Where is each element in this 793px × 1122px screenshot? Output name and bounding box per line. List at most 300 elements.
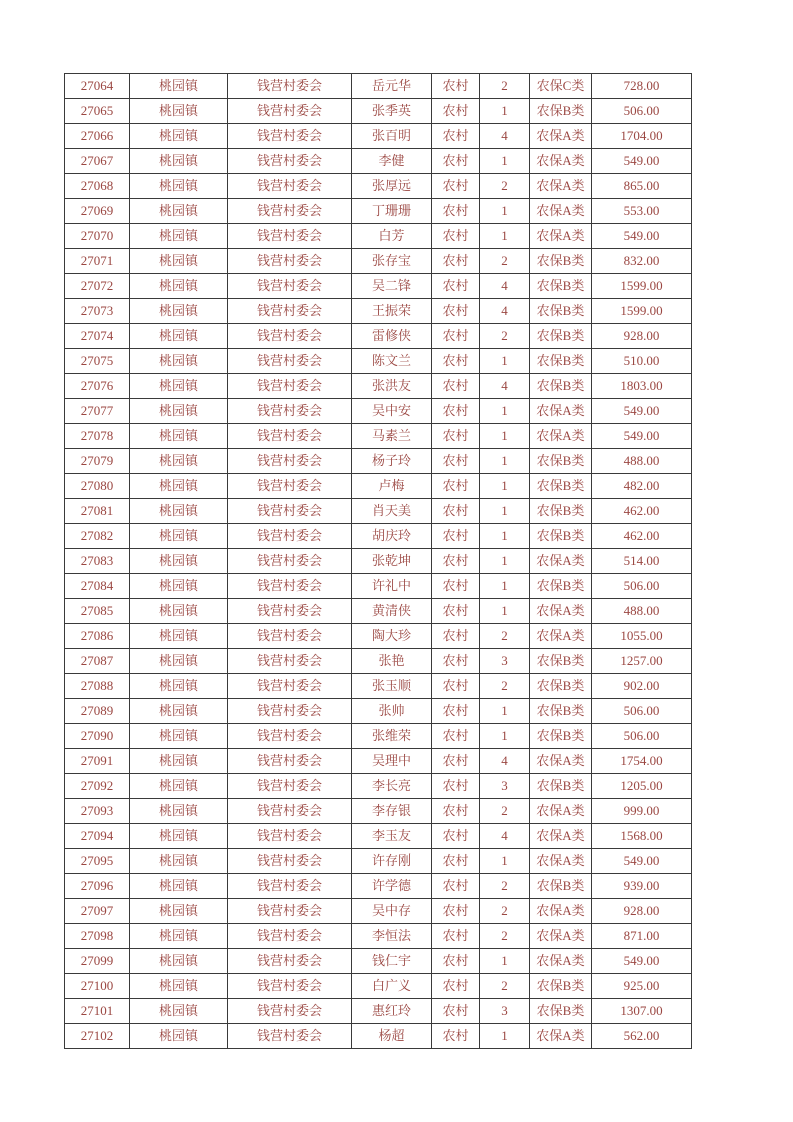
table-cell-village: 钱营村委会: [228, 399, 352, 424]
table-cell-category: 农保B类: [530, 874, 592, 899]
table-cell-village: 钱营村委会: [228, 599, 352, 624]
table-cell-amount: 549.00: [592, 949, 692, 974]
table-row: [65, 224, 692, 249]
table-cell-category: 农保B类: [530, 674, 592, 699]
table-cell-residence: 农村: [432, 949, 480, 974]
table-cell-id: 27064: [65, 74, 130, 99]
table-row: [65, 799, 692, 824]
table-cell-town: 桃园镇: [130, 374, 228, 399]
table-cell-name: 李存银: [352, 799, 432, 824]
table-cell-amount: 514.00: [592, 549, 692, 574]
table-cell-name: 张厚远: [352, 174, 432, 199]
table-cell-id: 27079: [65, 449, 130, 474]
table-row: [65, 999, 692, 1024]
table-cell-village: 钱营村委会: [228, 474, 352, 499]
table-cell-residence: 农村: [432, 724, 480, 749]
table-cell-amount: 506.00: [592, 699, 692, 724]
table-body: [65, 74, 692, 1049]
table-cell-category: 农保B类: [530, 99, 592, 124]
table-cell-name: 张维荣: [352, 724, 432, 749]
table-cell-amount: 928.00: [592, 324, 692, 349]
table-cell-id: 27068: [65, 174, 130, 199]
table-row: [65, 874, 692, 899]
table-cell-name: 丁珊珊: [352, 199, 432, 224]
table-cell-town: 桃园镇: [130, 449, 228, 474]
table-cell-residence: 农村: [432, 649, 480, 674]
table-cell-id: 27088: [65, 674, 130, 699]
table-cell-residence: 农村: [432, 574, 480, 599]
table-cell-id: 27085: [65, 599, 130, 624]
table-cell-name: 雷修侠: [352, 324, 432, 349]
table-cell-village: 钱营村委会: [228, 199, 352, 224]
table-cell-category: 农保A类: [530, 1024, 592, 1049]
table-cell-residence: 农村: [432, 499, 480, 524]
table-cell-amount: 553.00: [592, 199, 692, 224]
table-cell-count: 3: [480, 774, 530, 799]
table-cell-amount: 549.00: [592, 224, 692, 249]
table-cell-town: 桃园镇: [130, 174, 228, 199]
table-cell-residence: 农村: [432, 474, 480, 499]
table-cell-name: 张百明: [352, 124, 432, 149]
table-cell-category: 农保A类: [530, 624, 592, 649]
table-cell-category: 农保A类: [530, 174, 592, 199]
table-cell-category: 农保B类: [530, 724, 592, 749]
table-cell-residence: 农村: [432, 849, 480, 874]
table-cell-village: 钱营村委会: [228, 874, 352, 899]
table-row: [65, 349, 692, 374]
table-cell-amount: 482.00: [592, 474, 692, 499]
table-cell-count: 2: [480, 674, 530, 699]
table-cell-amount: 506.00: [592, 99, 692, 124]
table-cell-village: 钱营村委会: [228, 524, 352, 549]
table-cell-amount: 832.00: [592, 249, 692, 274]
table-cell-village: 钱营村委会: [228, 674, 352, 699]
table-cell-count: 1: [480, 849, 530, 874]
table-cell-village: 钱营村委会: [228, 249, 352, 274]
table-cell-count: 1: [480, 949, 530, 974]
table-cell-id: 27065: [65, 99, 130, 124]
table-cell-category: 农保B类: [530, 274, 592, 299]
table-cell-amount: 462.00: [592, 524, 692, 549]
table-cell-count: 2: [480, 249, 530, 274]
table-cell-village: 钱营村委会: [228, 624, 352, 649]
table-cell-village: 钱营村委会: [228, 974, 352, 999]
table-cell-count: 2: [480, 799, 530, 824]
table-row: [65, 124, 692, 149]
table-cell-id: 27097: [65, 899, 130, 924]
table-row: [65, 1024, 692, 1049]
table-cell-amount: 549.00: [592, 399, 692, 424]
table-cell-id: 27066: [65, 124, 130, 149]
table-cell-residence: 农村: [432, 599, 480, 624]
table-cell-residence: 农村: [432, 99, 480, 124]
table-cell-town: 桃园镇: [130, 824, 228, 849]
table-cell-count: 1: [480, 699, 530, 724]
table-cell-amount: 902.00: [592, 674, 692, 699]
table-cell-residence: 农村: [432, 824, 480, 849]
table-cell-category: 农保B类: [530, 374, 592, 399]
table-cell-name: 张帅: [352, 699, 432, 724]
table-row: [65, 849, 692, 874]
table-cell-category: 农保B类: [530, 999, 592, 1024]
table-cell-village: 钱营村委会: [228, 374, 352, 399]
table-cell-category: 农保B类: [530, 774, 592, 799]
table-cell-amount: 562.00: [592, 1024, 692, 1049]
table-cell-village: 钱营村委会: [228, 124, 352, 149]
table-row: [65, 574, 692, 599]
table-cell-name: 杨超: [352, 1024, 432, 1049]
table-cell-residence: 农村: [432, 749, 480, 774]
table-cell-name: 张艳: [352, 649, 432, 674]
table-row: [65, 199, 692, 224]
table-cell-category: 农保B类: [530, 524, 592, 549]
table-cell-id: 27083: [65, 549, 130, 574]
table-cell-count: 2: [480, 624, 530, 649]
table-cell-town: 桃园镇: [130, 849, 228, 874]
table-cell-category: 农保B类: [530, 299, 592, 324]
table-cell-name: 张玉顺: [352, 674, 432, 699]
table-cell-village: 钱营村委会: [228, 149, 352, 174]
table-row: [65, 699, 692, 724]
table-cell-id: 27095: [65, 849, 130, 874]
table-cell-residence: 农村: [432, 124, 480, 149]
table-cell-count: 1: [480, 349, 530, 374]
table-cell-category: 农保A类: [530, 224, 592, 249]
table-cell-amount: 1704.00: [592, 124, 692, 149]
table-cell-name: 李玉友: [352, 824, 432, 849]
table-cell-town: 桃园镇: [130, 624, 228, 649]
table-cell-residence: 农村: [432, 624, 480, 649]
table-cell-id: 27099: [65, 949, 130, 974]
table-cell-id: 27078: [65, 424, 130, 449]
table-cell-count: 2: [480, 874, 530, 899]
table-cell-count: 4: [480, 374, 530, 399]
table-cell-count: 1: [480, 1024, 530, 1049]
table-cell-name: 李恒法: [352, 924, 432, 949]
table-cell-category: 农保A类: [530, 824, 592, 849]
table-cell-town: 桃园镇: [130, 974, 228, 999]
table-cell-town: 桃园镇: [130, 224, 228, 249]
table-cell-count: 1: [480, 474, 530, 499]
table-cell-town: 桃园镇: [130, 549, 228, 574]
table-cell-town: 桃园镇: [130, 949, 228, 974]
table-cell-town: 桃园镇: [130, 199, 228, 224]
table-cell-id: 27090: [65, 724, 130, 749]
table-row: [65, 974, 692, 999]
table-cell-count: 2: [480, 924, 530, 949]
table-cell-amount: 488.00: [592, 449, 692, 474]
table-cell-town: 桃园镇: [130, 999, 228, 1024]
table-cell-name: 许礼中: [352, 574, 432, 599]
table-cell-amount: 1803.00: [592, 374, 692, 399]
table-cell-town: 桃园镇: [130, 399, 228, 424]
table-cell-residence: 农村: [432, 974, 480, 999]
table-cell-village: 钱营村委会: [228, 74, 352, 99]
table-cell-amount: 1307.00: [592, 999, 692, 1024]
table-row: [65, 274, 692, 299]
table-cell-count: 1: [480, 399, 530, 424]
table-cell-name: 卢梅: [352, 474, 432, 499]
table-cell-amount: 549.00: [592, 424, 692, 449]
table-cell-id: 27073: [65, 299, 130, 324]
table-cell-amount: 549.00: [592, 849, 692, 874]
table-cell-amount: 1568.00: [592, 824, 692, 849]
table-cell-residence: 农村: [432, 449, 480, 474]
table-row: [65, 399, 692, 424]
table-cell-id: 27067: [65, 149, 130, 174]
table-cell-amount: 510.00: [592, 349, 692, 374]
table-cell-count: 1: [480, 499, 530, 524]
table-cell-name: 白芳: [352, 224, 432, 249]
table-cell-name: 肖天美: [352, 499, 432, 524]
table-cell-count: 4: [480, 299, 530, 324]
table-cell-id: 27077: [65, 399, 130, 424]
table-cell-village: 钱营村委会: [228, 849, 352, 874]
table-cell-name: 吴二锋: [352, 274, 432, 299]
table-cell-residence: 农村: [432, 874, 480, 899]
table-cell-residence: 农村: [432, 224, 480, 249]
table-cell-name: 许存刚: [352, 849, 432, 874]
table-cell-residence: 农村: [432, 374, 480, 399]
table-cell-id: 27070: [65, 224, 130, 249]
table-row: [65, 249, 692, 274]
table-cell-category: 农保B类: [530, 449, 592, 474]
table-cell-id: 27084: [65, 574, 130, 599]
table-cell-town: 桃园镇: [130, 74, 228, 99]
table-cell-id: 27091: [65, 749, 130, 774]
table-cell-category: 农保B类: [530, 649, 592, 674]
table-cell-category: 农保B类: [530, 574, 592, 599]
table-cell-id: 27075: [65, 349, 130, 374]
table-cell-category: 农保A类: [530, 799, 592, 824]
table-cell-category: 农保A类: [530, 599, 592, 624]
table-cell-village: 钱营村委会: [228, 574, 352, 599]
table-row: [65, 74, 692, 99]
table-row: [65, 99, 692, 124]
table-cell-category: 农保B类: [530, 324, 592, 349]
table-cell-name: 马素兰: [352, 424, 432, 449]
table-cell-residence: 农村: [432, 249, 480, 274]
table-cell-name: 王振荣: [352, 299, 432, 324]
table-cell-amount: 865.00: [592, 174, 692, 199]
table-cell-category: 农保A类: [530, 549, 592, 574]
table-cell-id: 27069: [65, 199, 130, 224]
table-row: [65, 174, 692, 199]
table-cell-residence: 农村: [432, 1024, 480, 1049]
table-cell-category: 农保A类: [530, 399, 592, 424]
table-cell-id: 27074: [65, 324, 130, 349]
table-cell-amount: 506.00: [592, 724, 692, 749]
table-cell-amount: 939.00: [592, 874, 692, 899]
table-cell-village: 钱营村委会: [228, 449, 352, 474]
table-cell-village: 钱营村委会: [228, 649, 352, 674]
table-cell-id: 27102: [65, 1024, 130, 1049]
table-cell-category: 农保C类: [530, 74, 592, 99]
table-cell-town: 桃园镇: [130, 774, 228, 799]
table-cell-name: 吴中安: [352, 399, 432, 424]
table-cell-id: 27089: [65, 699, 130, 724]
table-cell-village: 钱营村委会: [228, 949, 352, 974]
table-cell-count: 1: [480, 449, 530, 474]
table-cell-name: 白广义: [352, 974, 432, 999]
table-cell-town: 桃园镇: [130, 799, 228, 824]
table-cell-id: 27076: [65, 374, 130, 399]
table-cell-count: 2: [480, 974, 530, 999]
table-cell-town: 桃园镇: [130, 599, 228, 624]
table-cell-category: 农保B类: [530, 499, 592, 524]
table-cell-town: 桃园镇: [130, 899, 228, 924]
table-cell-town: 桃园镇: [130, 274, 228, 299]
table-cell-town: 桃园镇: [130, 699, 228, 724]
table-cell-count: 4: [480, 824, 530, 849]
table-cell-residence: 农村: [432, 299, 480, 324]
table-cell-count: 2: [480, 74, 530, 99]
table-cell-count: 2: [480, 899, 530, 924]
table-cell-count: 2: [480, 174, 530, 199]
table-cell-town: 桃园镇: [130, 1024, 228, 1049]
table-cell-town: 桃园镇: [130, 99, 228, 124]
table-row: [65, 924, 692, 949]
table-cell-count: 2: [480, 324, 530, 349]
table-cell-count: 1: [480, 199, 530, 224]
table-row: [65, 499, 692, 524]
table-cell-category: 农保A类: [530, 149, 592, 174]
table-cell-residence: 农村: [432, 549, 480, 574]
table-cell-town: 桃园镇: [130, 574, 228, 599]
table-cell-category: 农保B类: [530, 699, 592, 724]
table-cell-town: 桃园镇: [130, 674, 228, 699]
table-cell-amount: 1754.00: [592, 749, 692, 774]
table-cell-amount: 1055.00: [592, 624, 692, 649]
table-cell-village: 钱营村委会: [228, 749, 352, 774]
table-cell-village: 钱营村委会: [228, 349, 352, 374]
table-row: [65, 374, 692, 399]
table-cell-residence: 农村: [432, 924, 480, 949]
table-cell-category: 农保B类: [530, 974, 592, 999]
table-cell-residence: 农村: [432, 524, 480, 549]
table-cell-village: 钱营村委会: [228, 999, 352, 1024]
table-cell-id: 27100: [65, 974, 130, 999]
table-cell-amount: 488.00: [592, 599, 692, 624]
table-cell-name: 陶大珍: [352, 624, 432, 649]
table-cell-amount: 549.00: [592, 149, 692, 174]
table-cell-town: 桃园镇: [130, 349, 228, 374]
table-cell-village: 钱营村委会: [228, 549, 352, 574]
table-cell-village: 钱营村委会: [228, 274, 352, 299]
table-cell-town: 桃园镇: [130, 924, 228, 949]
table-cell-id: 27093: [65, 799, 130, 824]
table-cell-amount: 1205.00: [592, 774, 692, 799]
table-cell-category: 农保A类: [530, 124, 592, 149]
table-cell-category: 农保B类: [530, 249, 592, 274]
table-cell-name: 胡庆玲: [352, 524, 432, 549]
table-row: [65, 424, 692, 449]
table-cell-village: 钱营村委会: [228, 699, 352, 724]
table-cell-town: 桃园镇: [130, 249, 228, 274]
table-cell-town: 桃园镇: [130, 299, 228, 324]
table-cell-village: 钱营村委会: [228, 424, 352, 449]
table-cell-town: 桃园镇: [130, 749, 228, 774]
table-cell-count: 3: [480, 999, 530, 1024]
table-row: [65, 524, 692, 549]
table-row: [65, 674, 692, 699]
table-cell-village: 钱营村委会: [228, 924, 352, 949]
table-cell-village: 钱营村委会: [228, 324, 352, 349]
table-row: [65, 899, 692, 924]
table-cell-name: 岳元华: [352, 74, 432, 99]
table-cell-residence: 农村: [432, 424, 480, 449]
table-cell-amount: 925.00: [592, 974, 692, 999]
table-cell-count: 1: [480, 524, 530, 549]
table-cell-id: 27092: [65, 774, 130, 799]
table-cell-town: 桃园镇: [130, 124, 228, 149]
table-cell-name: 张洪友: [352, 374, 432, 399]
table-cell-name: 吴理中: [352, 749, 432, 774]
table-cell-count: 1: [480, 574, 530, 599]
table-cell-residence: 农村: [432, 199, 480, 224]
table-cell-id: 27071: [65, 249, 130, 274]
table-cell-id: 27086: [65, 624, 130, 649]
table-row: [65, 599, 692, 624]
table-cell-name: 张乾坤: [352, 549, 432, 574]
table-cell-town: 桃园镇: [130, 474, 228, 499]
table-cell-id: 27087: [65, 649, 130, 674]
table-row: [65, 624, 692, 649]
table-cell-residence: 农村: [432, 774, 480, 799]
table-cell-count: 1: [480, 549, 530, 574]
table-row: [65, 949, 692, 974]
table-cell-id: 27082: [65, 524, 130, 549]
table-cell-residence: 农村: [432, 174, 480, 199]
table-cell-village: 钱营村委会: [228, 824, 352, 849]
table-cell-count: 4: [480, 274, 530, 299]
table-cell-category: 农保A类: [530, 924, 592, 949]
table-cell-count: 1: [480, 149, 530, 174]
table-row: [65, 449, 692, 474]
table-cell-count: 4: [480, 749, 530, 774]
table-cell-count: 1: [480, 424, 530, 449]
table-cell-category: 农保A类: [530, 949, 592, 974]
table-cell-name: 许学德: [352, 874, 432, 899]
table-cell-amount: 728.00: [592, 74, 692, 99]
table-cell-category: 农保A类: [530, 749, 592, 774]
table-cell-village: 钱营村委会: [228, 174, 352, 199]
table-cell-name: 张存宝: [352, 249, 432, 274]
table-cell-amount: 506.00: [592, 574, 692, 599]
table-cell-amount: 1599.00: [592, 274, 692, 299]
table-cell-id: 27096: [65, 874, 130, 899]
table-cell-village: 钱营村委会: [228, 899, 352, 924]
table-cell-name: 李健: [352, 149, 432, 174]
table-cell-count: 1: [480, 724, 530, 749]
table-cell-id: 27101: [65, 999, 130, 1024]
table-cell-name: 李长亮: [352, 774, 432, 799]
table-cell-town: 桃园镇: [130, 724, 228, 749]
table-cell-residence: 农村: [432, 274, 480, 299]
table-cell-id: 27098: [65, 924, 130, 949]
table-cell-amount: 999.00: [592, 799, 692, 824]
table-cell-name: 钱仁宇: [352, 949, 432, 974]
table-cell-residence: 农村: [432, 699, 480, 724]
table-row: [65, 299, 692, 324]
table-cell-count: 1: [480, 224, 530, 249]
table-cell-amount: 871.00: [592, 924, 692, 949]
table-cell-residence: 农村: [432, 999, 480, 1024]
table-cell-name: 吴中存: [352, 899, 432, 924]
table-cell-category: 农保A类: [530, 899, 592, 924]
benefit-table: [64, 73, 692, 1049]
table-cell-village: 钱营村委会: [228, 1024, 352, 1049]
